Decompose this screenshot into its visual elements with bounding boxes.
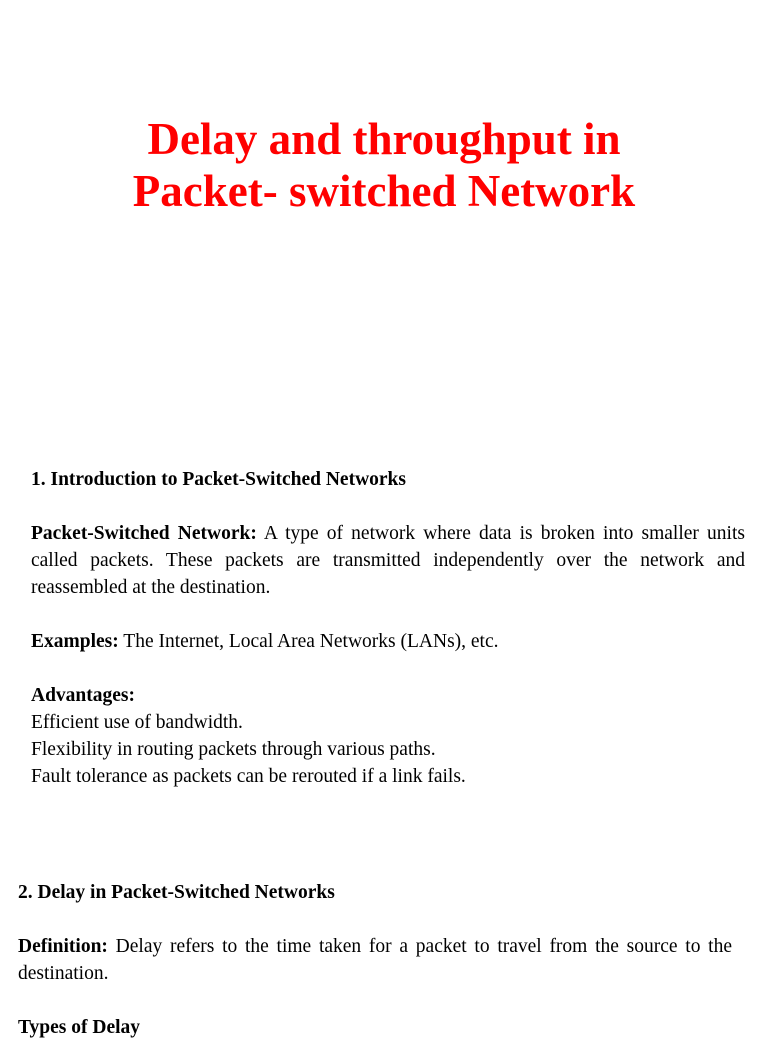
definition-term: Definition: xyxy=(18,936,108,957)
section-heading: 2. Delay in Packet-Switched Networks xyxy=(18,882,335,903)
definition-paragraph xyxy=(18,933,732,987)
section-delay xyxy=(18,879,732,1041)
advantages-term: Advantages: xyxy=(31,685,136,706)
section-introduction xyxy=(31,466,745,790)
definition-text: Delay refers to the time taken for a packet to travel from the source to the destination. xyxy=(18,936,733,984)
advantages-list xyxy=(31,709,745,790)
document-title xyxy=(0,113,768,217)
definition-paragraph xyxy=(31,520,745,601)
section-heading: 1. Introduction to Packet-Switched Networks xyxy=(31,469,406,490)
definition-text: A type of network where data is broken into smaller units called packets. These packets are transmitted independently over the network and reassembled at the destination. xyxy=(31,523,745,598)
list-item: Efficient use of bandwidth. xyxy=(31,712,243,733)
list-item: Flexibility in routing packets through various paths. xyxy=(31,739,436,760)
examples-text: The Internet, Local Area Networks (LANs), etc. xyxy=(123,631,499,652)
definition-term: Packet-Switched Network: xyxy=(31,523,257,544)
title-line-1: Delay and throughput in xyxy=(147,114,621,164)
title-line-2: Packet- switched Network xyxy=(132,166,636,216)
examples-paragraph xyxy=(31,628,745,655)
examples-term: Examples: xyxy=(31,631,119,652)
advantages-block xyxy=(31,682,745,790)
list-item: Fault tolerance as packets can be rerouted if a link fails. xyxy=(31,766,466,787)
types-of-delay-heading: Types of Delay xyxy=(18,1017,141,1038)
